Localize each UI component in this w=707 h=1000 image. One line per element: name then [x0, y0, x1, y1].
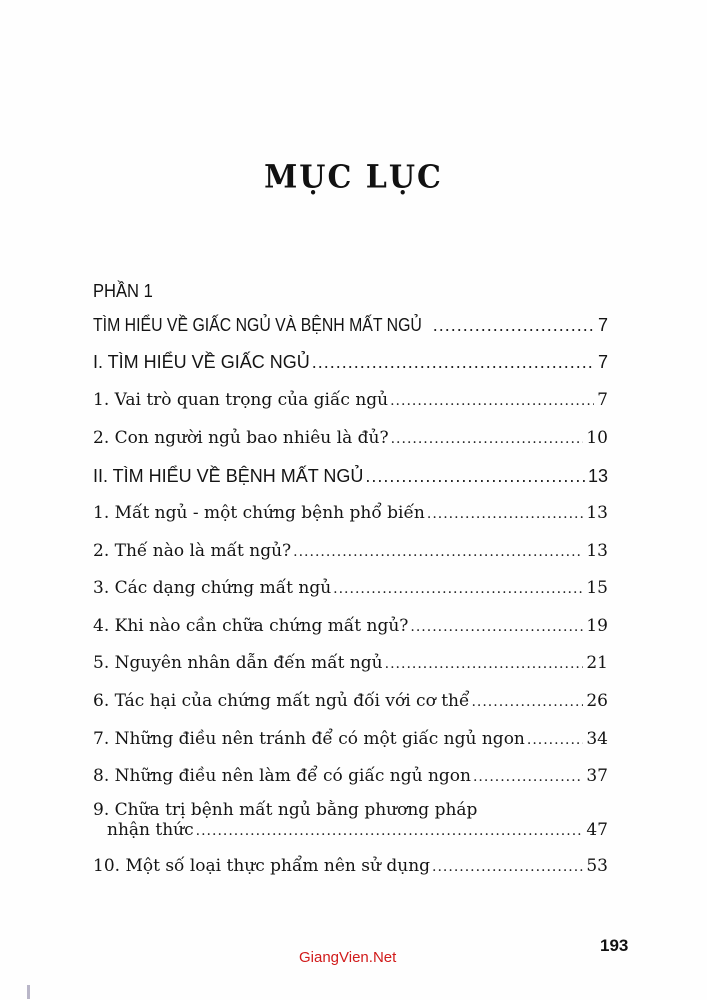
toc-entry [93, 691, 608, 717]
toc-entry-label: 1. Vai trò quan trọng của giấc ngủ [93, 390, 389, 410]
toc-entry-label: 10. Một số loại thực phẩm nên sử dụng [93, 856, 431, 876]
toc-entry-label: 8. Những điều nên làm để có giấc ngủ ngon [93, 766, 471, 786]
dot-leader [471, 694, 583, 710]
toc-entry [93, 428, 608, 454]
toc-entry-page: 15 [586, 578, 608, 598]
toc-entry-page: 10 [586, 428, 608, 448]
dot-leader [410, 619, 583, 635]
toc-entry-label: 9. Chữa trị bệnh mất ngủ bằng phương pháp [93, 800, 478, 820]
dot-leader [365, 466, 585, 487]
toc-entry-label: 3. Các dạng chứng mất ngủ [93, 578, 332, 598]
dot-leader [385, 656, 584, 672]
toc-entry [93, 653, 608, 679]
page-title: MỤC LỤC [264, 159, 443, 196]
dot-leader [427, 506, 583, 522]
dot-leader [333, 581, 583, 597]
dot-leader [293, 544, 583, 560]
dot-leader [433, 315, 595, 336]
toc-entry-label: 4. Khi nào cần chữa chứng mất ngủ? [93, 616, 409, 636]
toc-entry-label: 7. Những điều nên tránh để có một giấc ngủ ngon [93, 729, 525, 749]
toc-entry [93, 466, 608, 492]
scan-artifact [27, 985, 30, 999]
dot-leader [196, 823, 584, 839]
toc-entry [93, 315, 608, 341]
toc-entry-page: 47 [586, 820, 608, 840]
toc-entry-label: 2. Con người ngủ bao nhiêu là đủ? [93, 428, 389, 448]
toc-entry-label-continued: nhận thức [107, 820, 194, 840]
page-number: 193 [600, 936, 629, 955]
toc-entry-page: 7 [597, 352, 608, 372]
toc-entry-label: 1. Mất ngủ - một chứng bệnh phổ biến [93, 503, 425, 523]
toc-entry-page: 13 [586, 503, 608, 523]
toc-entry-label: TÌM HIỂU VỀ GIẤC NGỦ VÀ BỆNH MẤT NGỦ [93, 315, 422, 335]
toc-entry-page: 53 [586, 856, 608, 876]
toc-entry [93, 766, 608, 792]
toc-entry [93, 503, 608, 529]
toc-entry-page: 13 [587, 466, 608, 486]
toc-entry [93, 578, 608, 604]
toc-entry [93, 856, 608, 882]
toc-entry-page: 34 [586, 729, 608, 749]
toc-entry-label: I. TÌM HIỂU VỀ GIẤC NGỦ [93, 352, 310, 372]
toc-entry-page: 26 [586, 691, 608, 711]
toc-entry-continued [93, 820, 608, 846]
toc-entry-page: 19 [586, 616, 608, 636]
watermark-link[interactable]: GiangVien.Net [299, 949, 397, 966]
toc-entry-page: 37 [586, 766, 608, 786]
toc-entry-page: 7 [597, 315, 608, 335]
dot-leader [312, 352, 595, 373]
toc-entry-label: 6. Tác hại của chứng mất ngủ đối với cơ thể [93, 691, 470, 711]
dot-leader [391, 431, 584, 447]
dot-leader [432, 859, 583, 875]
dot-leader [527, 732, 583, 748]
toc-entry [93, 390, 608, 416]
toc-entry-label: 2. Thế nào là mất ngủ? [93, 541, 292, 561]
toc-entry-page: 7 [597, 390, 608, 410]
dot-leader [473, 769, 583, 785]
toc-entry [93, 541, 608, 567]
toc-entry [93, 616, 608, 642]
toc-entry-label: II. TÌM HIỂU VỀ BỆNH MẤT NGỦ [93, 466, 364, 486]
dot-leader [390, 393, 594, 409]
toc-entry-page: 13 [586, 541, 608, 561]
section-label: PHẦN 1 [93, 281, 153, 301]
toc-entry-label: 5. Nguyên nhân dẫn đến mất ngủ [93, 653, 383, 673]
toc-entry [93, 729, 608, 755]
toc-entry-page: 21 [586, 653, 608, 673]
toc-entry [93, 352, 608, 378]
